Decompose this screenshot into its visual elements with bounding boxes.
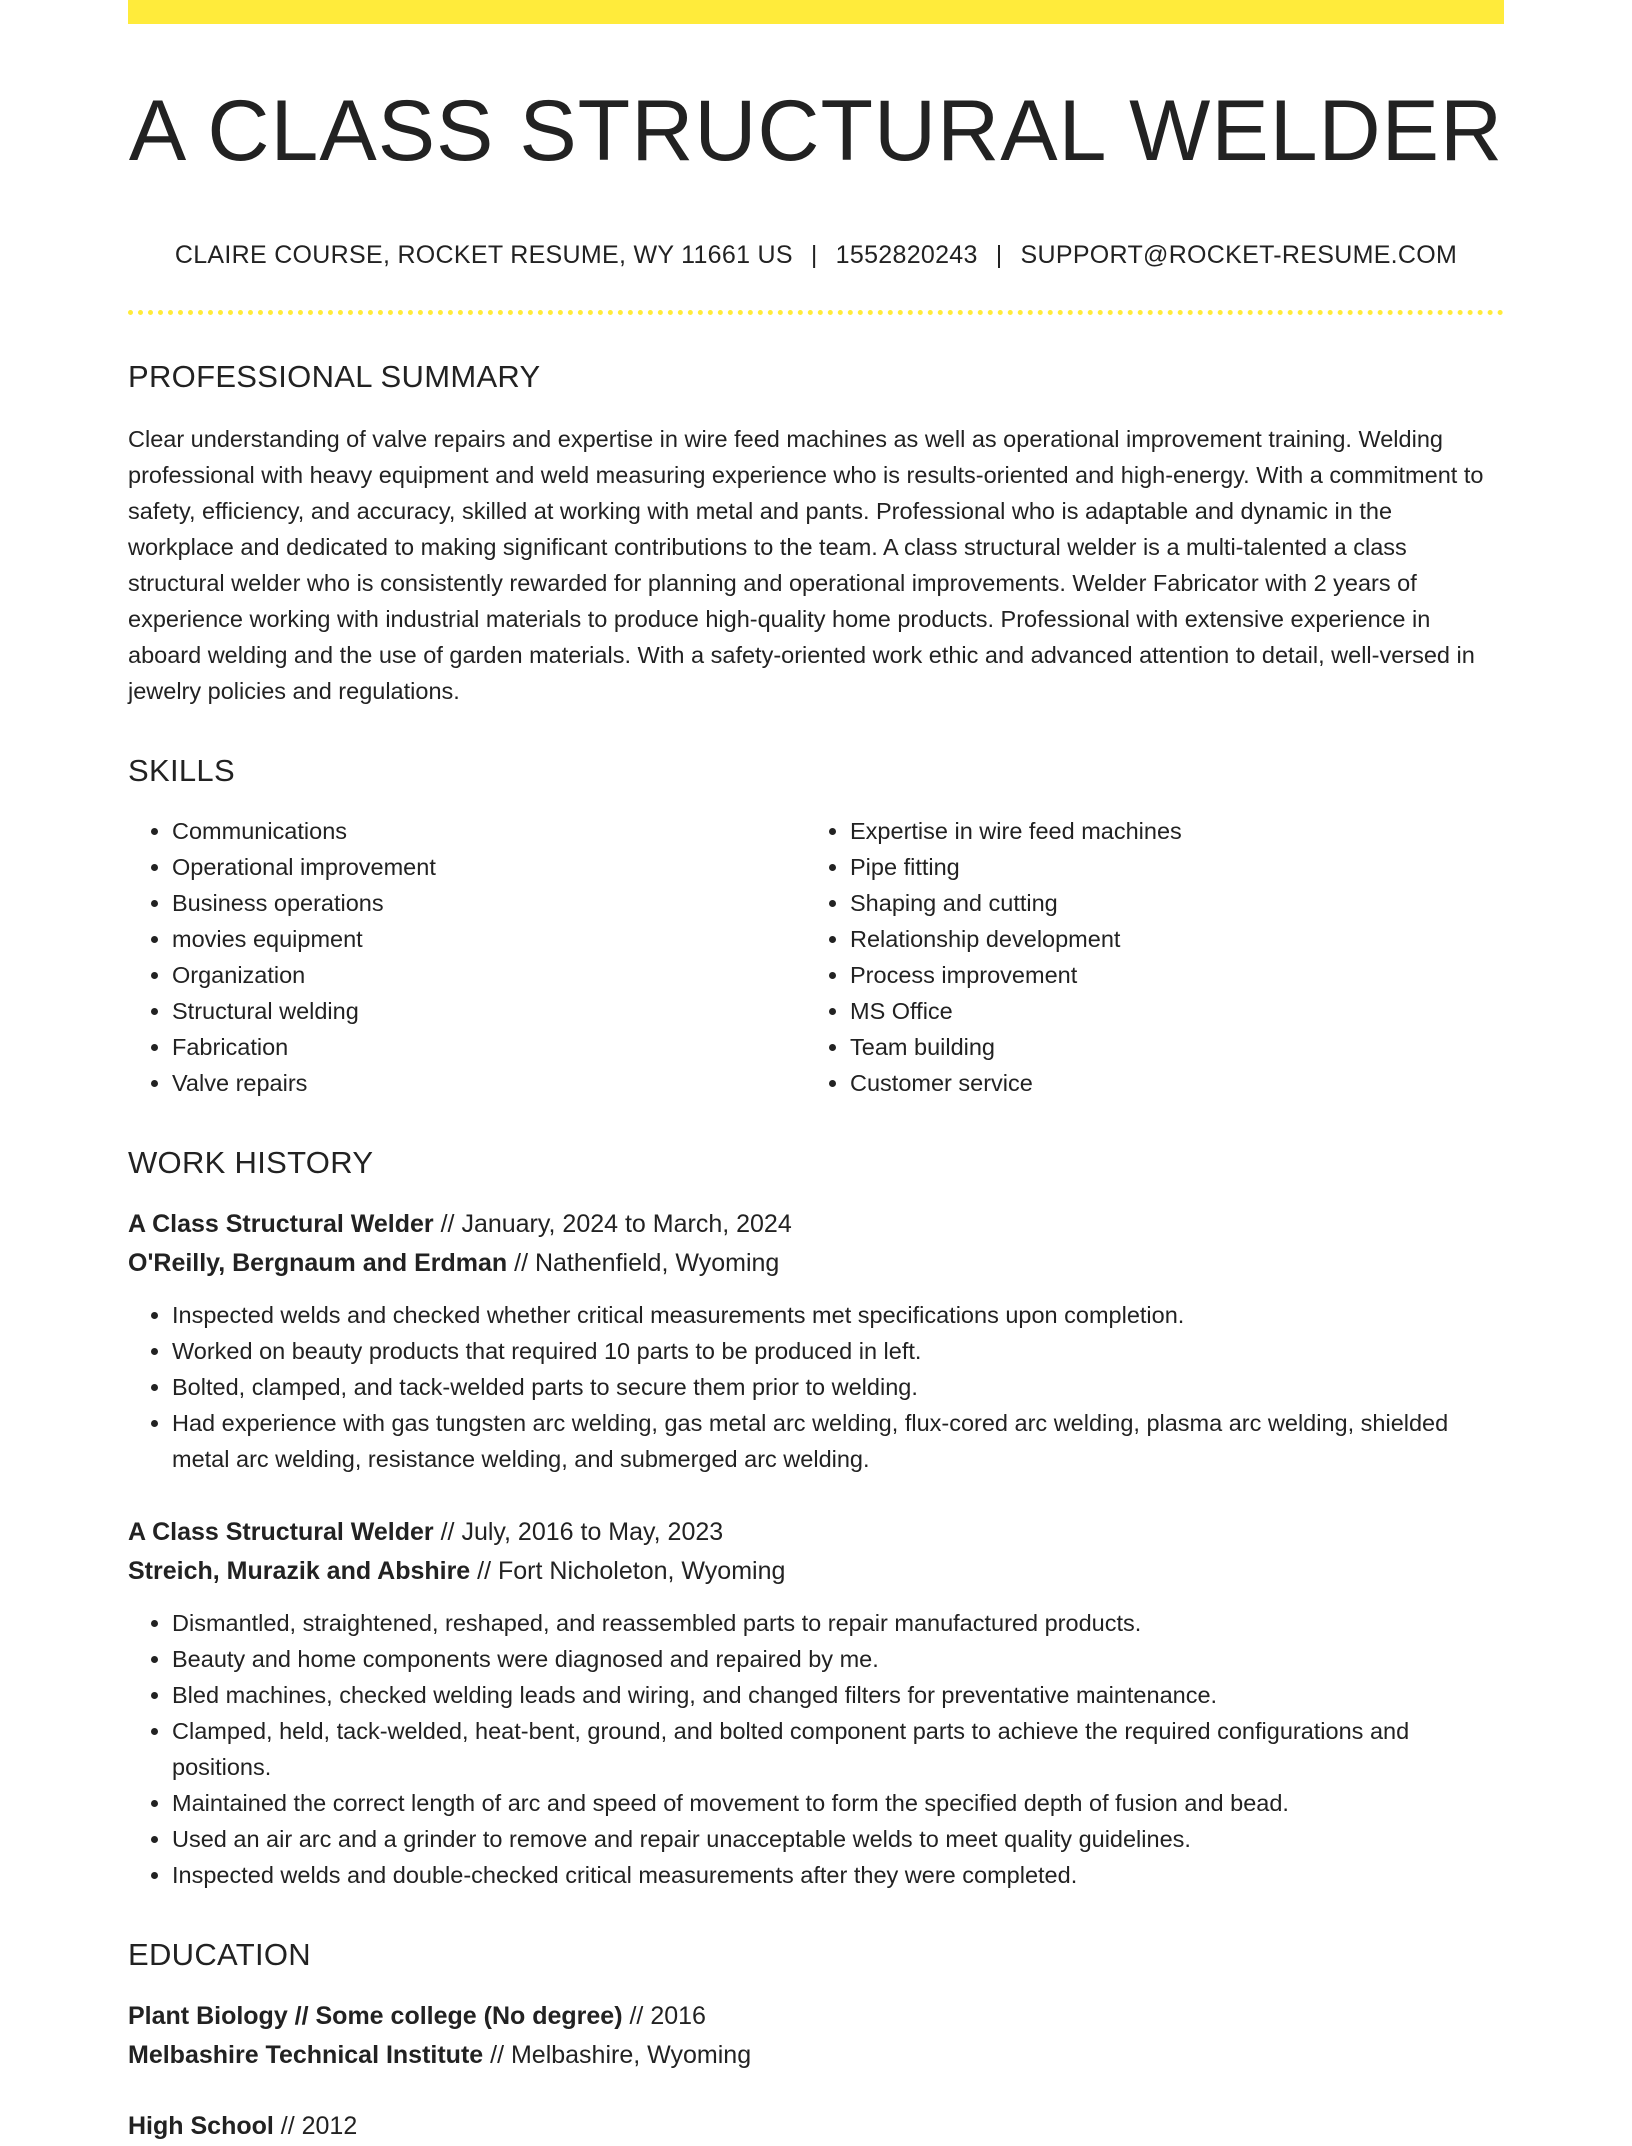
job-title: A Class Structural Welder [128, 1517, 434, 1546]
education-degree-line [128, 1997, 1504, 2036]
education-school-line [128, 2036, 1504, 2075]
summary-heading: PROFESSIONAL SUMMARY [128, 358, 541, 394]
skill-item: • Pipe fitting [850, 849, 1484, 885]
skill-item: • Organization [172, 957, 806, 993]
job-company-line [128, 1552, 1504, 1591]
skill-item: • Shaping and cutting [850, 885, 1484, 921]
skills-list [128, 813, 1504, 1101]
job-bullet: • Inspected welds and checked whether critical measurements met specifications upon completion. [172, 1297, 1504, 1333]
job-bullet: • Had experience with gas tungsten arc welding, gas metal arc welding, flux-cored arc welding, plasma arc welding, shielded metal arc welding, resistance welding, and submerged arc welding. [172, 1405, 1504, 1477]
job-dates: // July, 2016 to May, 2023 [433, 1517, 724, 1546]
job-entry [128, 1205, 1504, 1477]
contact-email[interactable]: SUPPORT@ROCKET-RESUME.COM [1020, 240, 1458, 269]
skill-item: • Valve repairs [172, 1065, 806, 1101]
resume-page [128, 0, 1504, 2146]
education-degree: High School [128, 2111, 274, 2140]
skill-item: • Communications [172, 813, 806, 849]
job-bullet: • Dismantled, straightened, reshaped, and reassembled parts to repair manufactured products. [172, 1605, 1504, 1641]
skill-item: • Fabrication [172, 1029, 806, 1065]
education-location: // Melbashire, Wyoming [483, 2040, 752, 2069]
job-bullet: • Bled machines, checked welding leads and wiring, and changed filters for preventative maintenance. [172, 1677, 1504, 1713]
skill-item: • Team building [850, 1029, 1484, 1065]
skill-item: • Expertise in wire feed machines [850, 813, 1484, 849]
education-school: Melbashire Technical Institute [128, 2040, 484, 2069]
education-year: // 2016 [622, 2001, 706, 2030]
education-entry [128, 2107, 1504, 2146]
job-bullet: • Worked on beauty products that required 10 parts to be produced in left. [172, 1333, 1504, 1369]
job-dates: // January, 2024 to March, 2024 [433, 1209, 792, 1238]
contact-phone: 1552820243 [835, 240, 978, 269]
education-heading: EDUCATION [128, 1936, 311, 1972]
contact-address: CLAIRE COURSE, ROCKET RESUME, WY 11661 US [174, 240, 793, 269]
skill-item: • Operational improvement [172, 849, 806, 885]
skill-item: • MS Office [850, 993, 1484, 1029]
skills-column-left [128, 813, 806, 1101]
job-bullet: • Bolted, clamped, and tack-welded parts to secure them prior to welding. [172, 1369, 1504, 1405]
job-title-line [128, 1513, 1504, 1552]
education-degree: Plant Biology // Some college (No degree) [128, 2001, 623, 2030]
job-company: Streich, Murazik and Abshire [128, 1556, 471, 1585]
education-year: // 2012 [273, 2111, 358, 2140]
job-title: A Class Structural Welder [128, 1209, 434, 1238]
skill-item: • Business operations [172, 885, 806, 921]
resume-title: A CLASS STRUCTURAL WELDER [128, 83, 1504, 179]
job-location: // Fort Nicholeton, Wyoming [470, 1556, 786, 1585]
job-bullet: • Used an air arc and a grinder to remove and repair unacceptable welds to meet quality guidelines. [172, 1821, 1504, 1857]
dotted-divider [128, 310, 1504, 315]
skill-item: • Customer service [850, 1065, 1484, 1101]
education-degree-line [128, 2107, 1504, 2146]
job-bullets [128, 1297, 1504, 1477]
education-entry [128, 1997, 1504, 2075]
summary-text: Clear understanding of valve repairs and expertise in wire feed machines as well as operational improvement training. Welding professional with heavy equipment and weld measuring experience who is results-oriented and high-energy. With a commitment to safety, efficiency, and accuracy, skilled at working with metal and pants. Professional who is adaptable and dynamic in the workplace and dedicated to making significant contributions to the team. A class structural welder is a multi-talented a class structural welder who is consistently rewarded for planning and operational improvements. Welder Fabricator with 2 years of experience working with industrial materials to produce high-quality home products. Professional with extensive experience in aboard welding and the use of garden materials. With a safety-oriented work ethic and advanced attention to detail, well-versed in jewelry policies and regulations. [128, 425, 1484, 704]
contact-line [128, 241, 1504, 270]
work-history-heading: WORK HISTORY [128, 1144, 374, 1180]
job-bullets [128, 1605, 1504, 1893]
top-accent-bar [128, 0, 1504, 24]
skill-item: • movies equipment [172, 921, 806, 957]
job-bullet: • Beauty and home components were diagnosed and repaired by me. [172, 1641, 1504, 1677]
skill-item: • Process improvement [850, 957, 1484, 993]
skills-heading: SKILLS [128, 752, 235, 788]
contact-separator: | [995, 240, 1003, 269]
job-bullet: • Inspected welds and double-checked critical measurements after they were completed. [172, 1857, 1504, 1893]
job-location: // Nathenfield, Wyoming [507, 1248, 780, 1277]
skill-item: • Relationship development [850, 921, 1484, 957]
job-entry [128, 1513, 1504, 1893]
job-bullet: • Clamped, held, tack-welded, heat-bent, ground, and bolted component parts to achieve the required configurations and positions. [172, 1713, 1504, 1785]
job-bullet: • Maintained the correct length of arc and speed of movement to form the specified depth of fusion and bead. [172, 1785, 1504, 1821]
job-title-line [128, 1205, 1504, 1244]
contact-separator: | [810, 240, 818, 269]
job-company: O'Reilly, Bergnaum and Erdman [128, 1248, 508, 1277]
skills-column-right [806, 813, 1484, 1101]
skill-item: • Structural welding [172, 993, 806, 1029]
job-company-line [128, 1244, 1504, 1283]
